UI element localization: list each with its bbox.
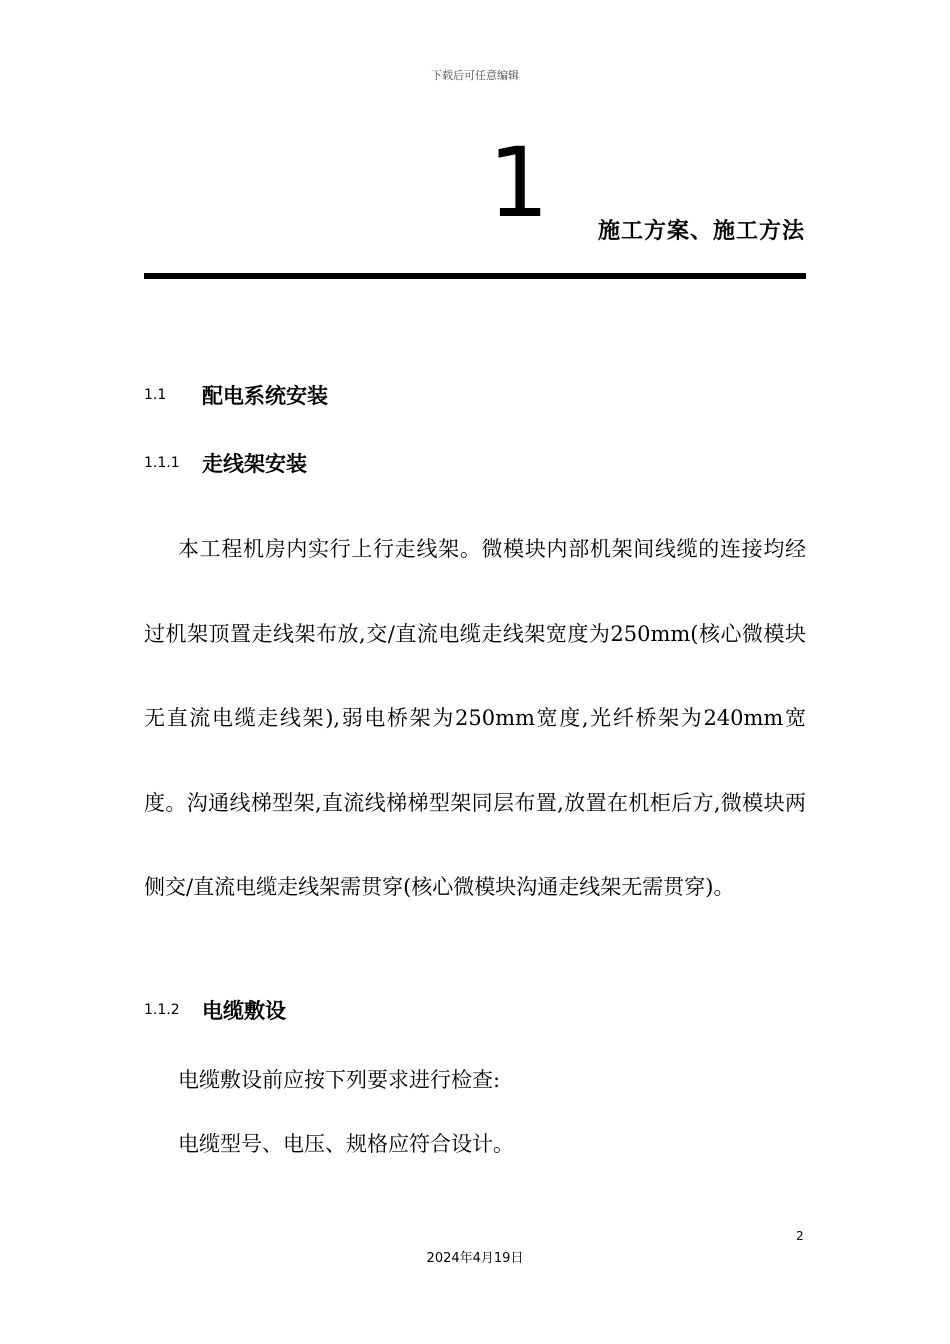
footer-date: 2024年4月19日 [426, 1251, 524, 1266]
page-number: 2 [796, 1229, 804, 1243]
chapter-divider [144, 273, 806, 279]
chapter-number: 1 [488, 127, 550, 239]
section-heading-1-1-1 [144, 448, 307, 478]
section-title: 走线架安装 [202, 452, 307, 476]
section-title: 配电系统安装 [202, 384, 328, 408]
header-note: 下载后可任意编辑 [431, 69, 519, 82]
paragraph-inspection-item: 电缆型号、电压、规格应符合设计。 [178, 1132, 514, 1156]
section-title: 电缆敷设 [202, 999, 286, 1023]
section-number: 1.1 [144, 387, 167, 403]
paragraph-inspection-intro: 电缆敷设前应按下列要求进行检查: [178, 1068, 501, 1092]
section-heading-1-1 [144, 380, 328, 410]
paragraph-cable-tray: 本工程机房内实行上行走线架。微模块内部机架间线缆的连接均经过机架顶置走线架布放,交/直流电缆走线架宽度为250mm(核心微模块无直流电缆走线架),弱电桥架为250mm宽度,光纤桥架为240mm宽度。沟通线梯型架,直流线梯梯型架同层布置,放置在机柜后方,微模块两侧交/直流电缆走线架需贯穿(核心微模块沟通走线架无需贯穿)。 [144, 537, 806, 899]
chapter-title: 施工方案、施工方法 [598, 219, 806, 244]
section-heading-1-1-2 [144, 995, 286, 1025]
section-number: 1.1.1 [144, 455, 180, 471]
section-number: 1.1.2 [144, 1002, 180, 1018]
